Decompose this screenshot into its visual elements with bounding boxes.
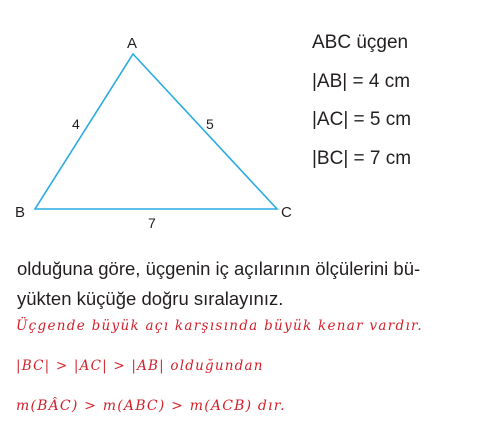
given-triangle-title: ABC üçgen <box>312 32 409 53</box>
side-label-ab: 4 <box>72 116 80 132</box>
vertex-label-a: A <box>127 35 138 52</box>
given-length-ac: |AC| = 5 cm <box>312 109 412 130</box>
side-label-bc: 7 <box>148 215 156 231</box>
question-line-1: olduğuna göre, üçgenin iç açılarının ölçülerini bü- <box>17 258 421 279</box>
handwritten-answer-line-1: Üçgende büyük açı karşısında büyük kenar vardır. <box>16 318 423 334</box>
vertex-label-c: C <box>281 204 292 221</box>
side-label-ac: 5 <box>206 116 214 132</box>
handwritten-answer-line-2: |BC| > |AC| > |AB| olduğundan <box>16 358 264 374</box>
vertex-label-b: B <box>15 204 26 221</box>
handwritten-answer-line-3: m(BÂC) > m(ABC) > m(ACB) dır. <box>16 398 286 414</box>
question-line-2: yükten küçüğe doğru sıralayınız. <box>17 288 284 309</box>
given-length-ab: |AB| = 4 cm <box>312 71 411 92</box>
triangle-figure <box>0 0 300 240</box>
given-length-bc: |BC| = 7 cm <box>312 148 412 169</box>
